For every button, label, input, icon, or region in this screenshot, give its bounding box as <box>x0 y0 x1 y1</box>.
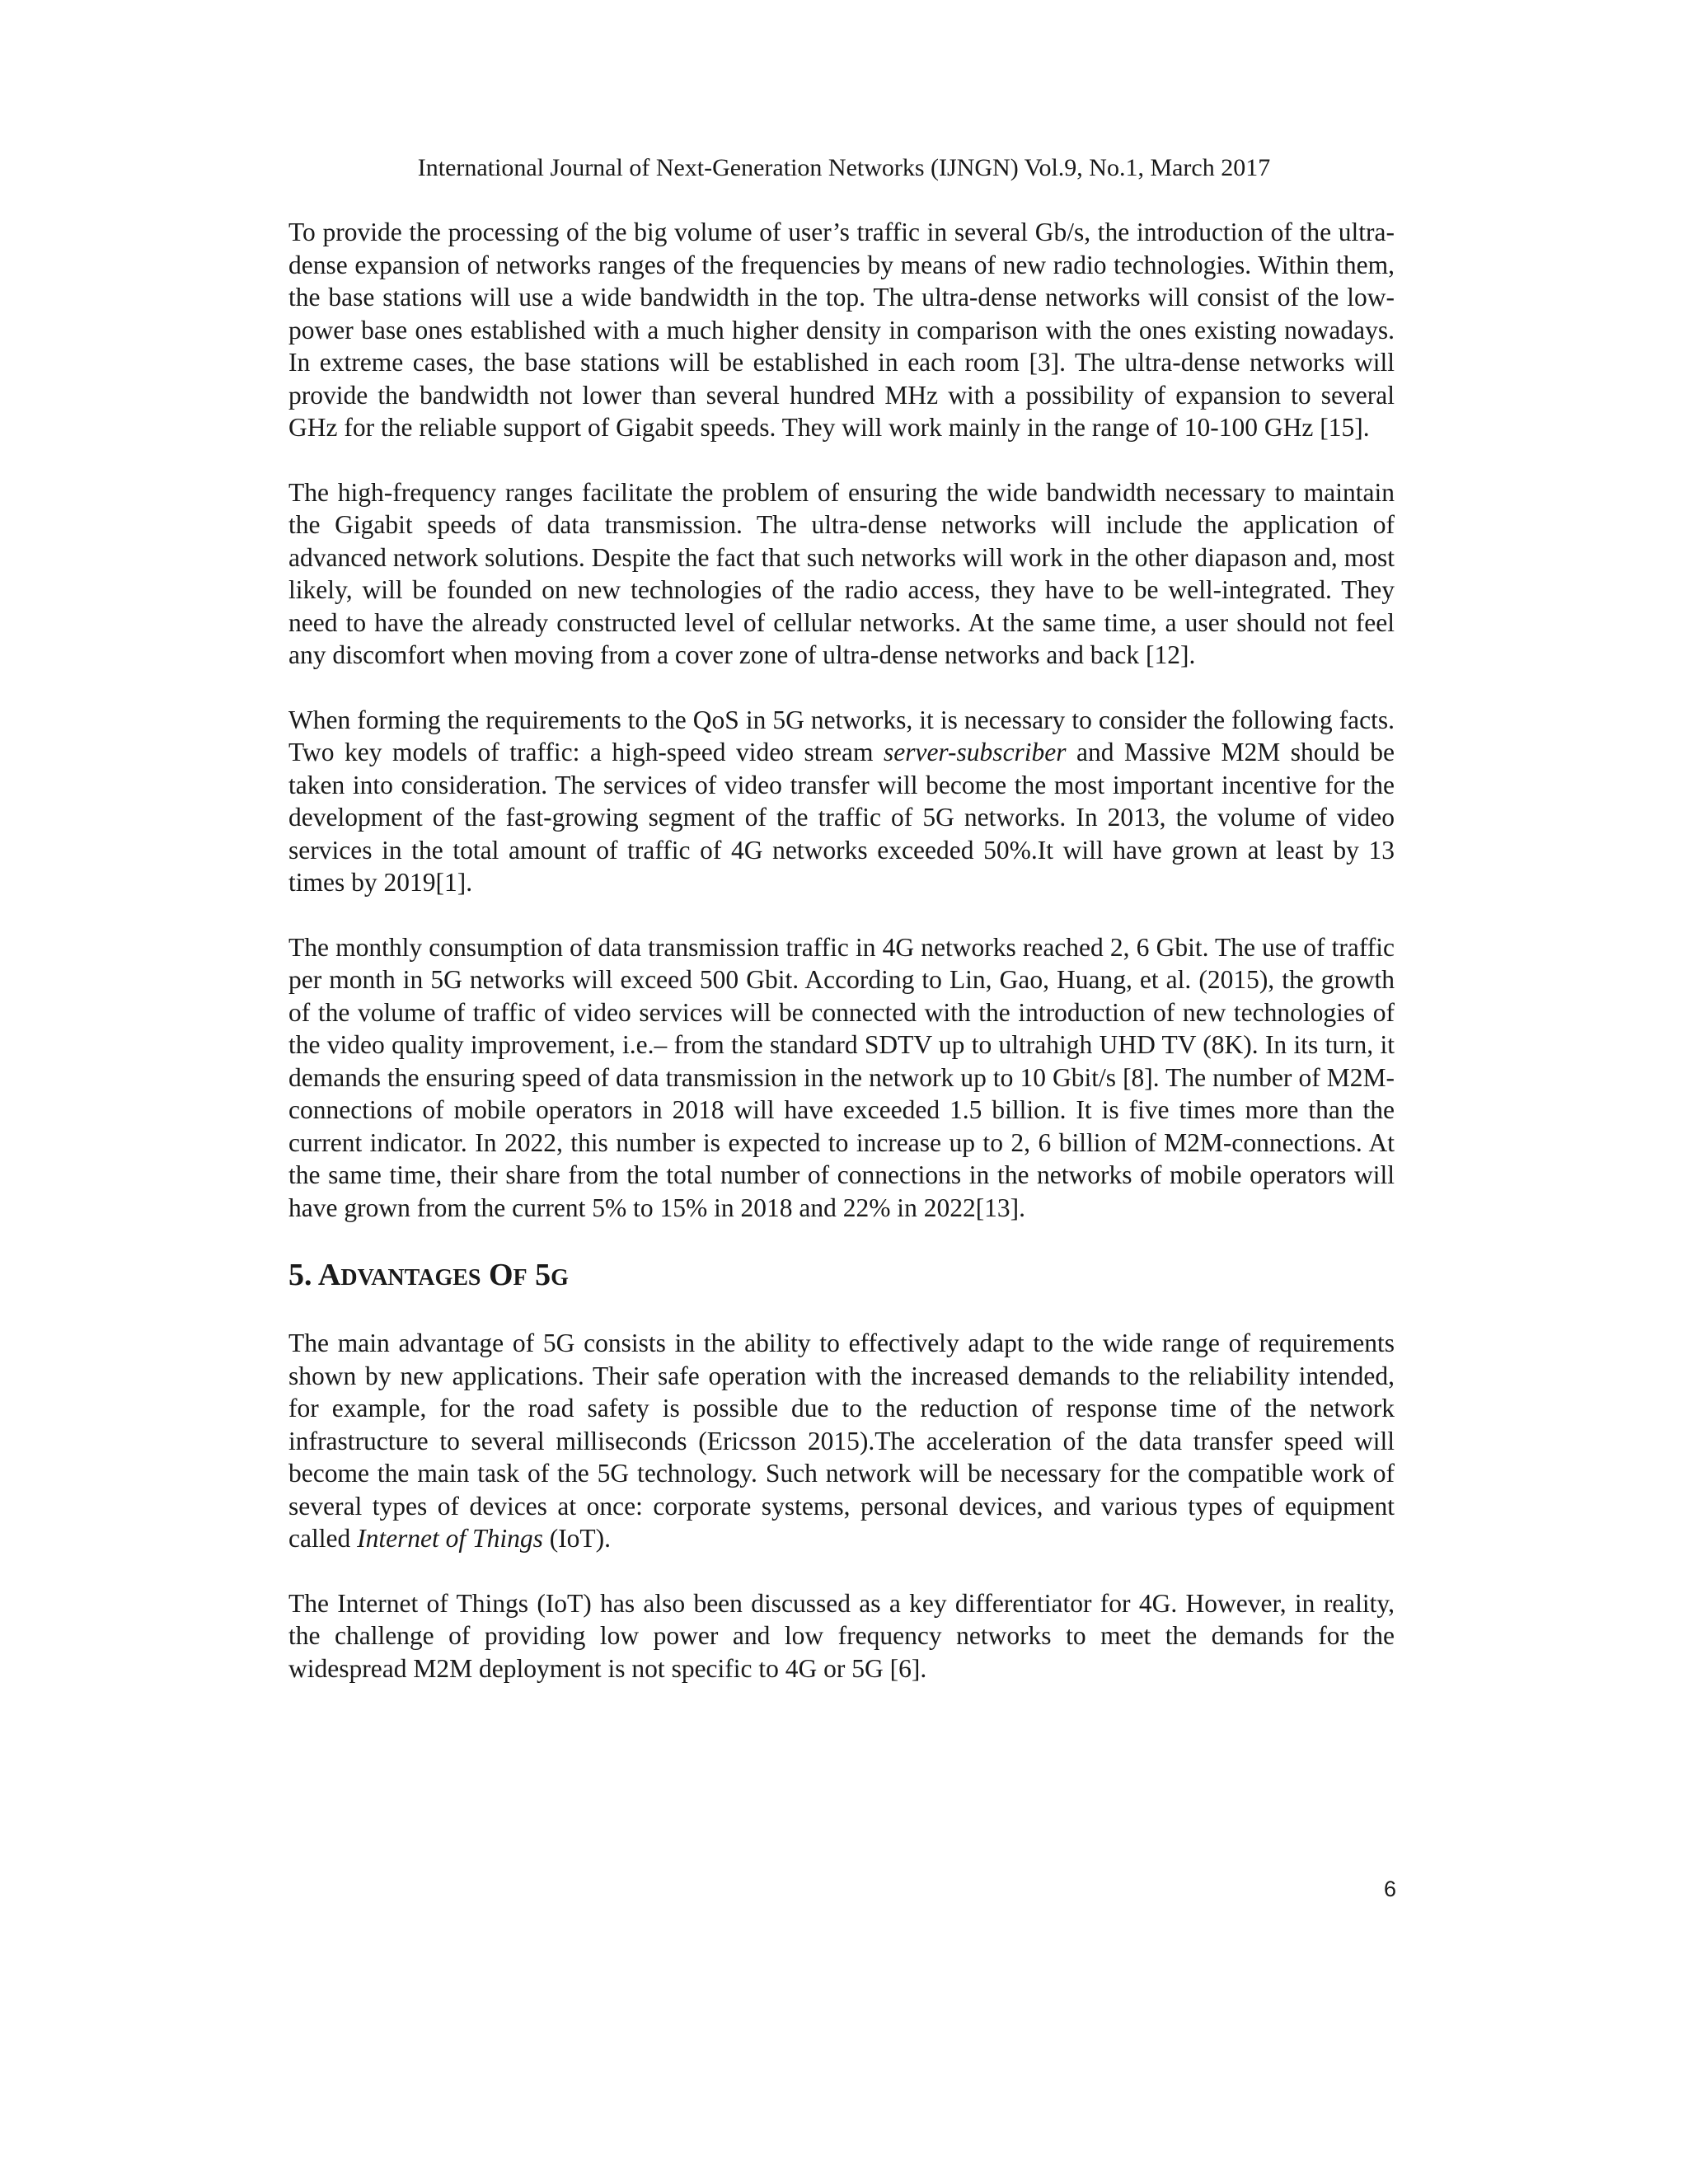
section-word-rest: G <box>551 1265 569 1291</box>
section-word-rest: DVANTAGES <box>340 1265 481 1291</box>
paragraph-text: (IoT). <box>542 1524 612 1553</box>
paragraph-text: The main advantage of 5G consists in the ability to effectively adapt to the wide range of requirements shown by new applications. Their safe operation with the increased demands to the reliability intended, for example, for the road safety is possible due to the reduction of response time of the network infrastructure to several milliseconds (Ericsson 2015).The acceleration of the data transfer speed will become the main task of the 5G technology. Such network will be necessary for the compatible work of several types of devices at once: corporate systems, personal devices, and various types of equipment called <box>288 1329 1395 1553</box>
paragraph-qos-requirements <box>288 704 1395 899</box>
italic-term: server-subscriber <box>883 738 1067 766</box>
paragraph-ultra-dense-networks: To provide the processing of the big volume of user’s traffic in several Gb/s, the introduction of the ultra-dense expansion of networks ranges of the frequencies by means of new radio technologies. Within them, the base stations will use a wide bandwidth in the top. The ultra-dense networks will consist of the low-power base ones established with a much higher density in comparison with the ones existing nowadays. In extreme cases, the base stations will be established in each room [3]. The ultra-dense networks will provide the bandwidth not lower than several hundred MHz with a possibility of expansion to several GHz for the reliable support of Gigabit speeds. They will work mainly in the range of 10-100 GHz [15]. <box>288 218 1395 442</box>
section-word-initial: 5 <box>535 1258 551 1292</box>
running-header: International Journal of Next-Generation Networks (IJNGN) Vol.9, No.1, March 2017 <box>417 154 1271 181</box>
paragraph-traffic-consumption: The monthly consumption of data transmission traffic in 4G networks reached 2, 6 Gbit. The use of traffic per month in 5G networks will exceed 500 Gbit. According to Lin, Gao, Huang, et al. (2015), the growth of the volume of traffic of video services will be connected with the introduction of new technologies of the video quality improvement, i.e.– from the standard SDTV up to ultrahigh UHD TV (8K). In its turn, it demands the ensuring speed of data transmission in the network up to 10 Gbit/s [8]. The number of M2M-connections of mobile operators in 2018 will have exceeded 1.5 billion. It is five times more than the current indicator. In 2022, this number is expected to increase up to 2, 6 billion of M2M-connections. At the same time, their share from the total number of connections in the networks of mobile operators will have grown from the current 5% to 15% in 2018 and 22% in 2022[13]. <box>288 932 1395 1222</box>
paragraph-high-frequency-ranges: The high-frequency ranges facilitate the problem of ensuring the wide bandwidth necessary to maintain the Gigabit speeds of data transmission. The ultra-dense networks will include the application of advanced network solutions. Despite the fact that such networks will work in the other diapason and, most likely, will be founded on new technologies of the radio access, they have to be well-integrated. They need to have the already constructed level of cellular networks. At the same time, a user should not feel any discomfort when moving from a cover zone of ultra-dense networks and back [12]. <box>288 477 1395 669</box>
section-heading <box>288 1256 1395 1297</box>
paragraph-main-advantage <box>288 1327 1395 1555</box>
italic-term: Internet of Things <box>357 1524 543 1553</box>
paragraph-text: and Massive M2M should be taken into consideration. The services of video transfer will become the most important incentive for the development of the fast-growing segment of the traffic of 5G networks. In 2013, the volume of video services in the total amount of traffic of 4G networks exceeded 50%.It will have grown at least by 13 times by 2019[1]. <box>288 738 1395 897</box>
paragraph-text: When forming the requirements to the QoS in 5G networks, it is necessary to consider the following facts. Two key models of traffic: a high-speed video stream <box>288 705 1395 766</box>
section-word-initial: O <box>488 1258 513 1292</box>
section-word-rest: F <box>513 1265 528 1291</box>
body-text <box>288 216 1395 1717</box>
section-word-initial: A <box>317 1258 341 1292</box>
section-number: 5. <box>288 1258 318 1292</box>
paragraph-internet-of-things: The Internet of Things (IoT) has also been discussed as a key differentiator for 4G. However, in reality, the challenge of providing low power and low frequency networks to meet the demands for the widespread M2M deployment is not specific to 4G or 5G [6]. <box>288 1588 1395 1683</box>
page-number: 6 <box>1383 1877 1396 1901</box>
